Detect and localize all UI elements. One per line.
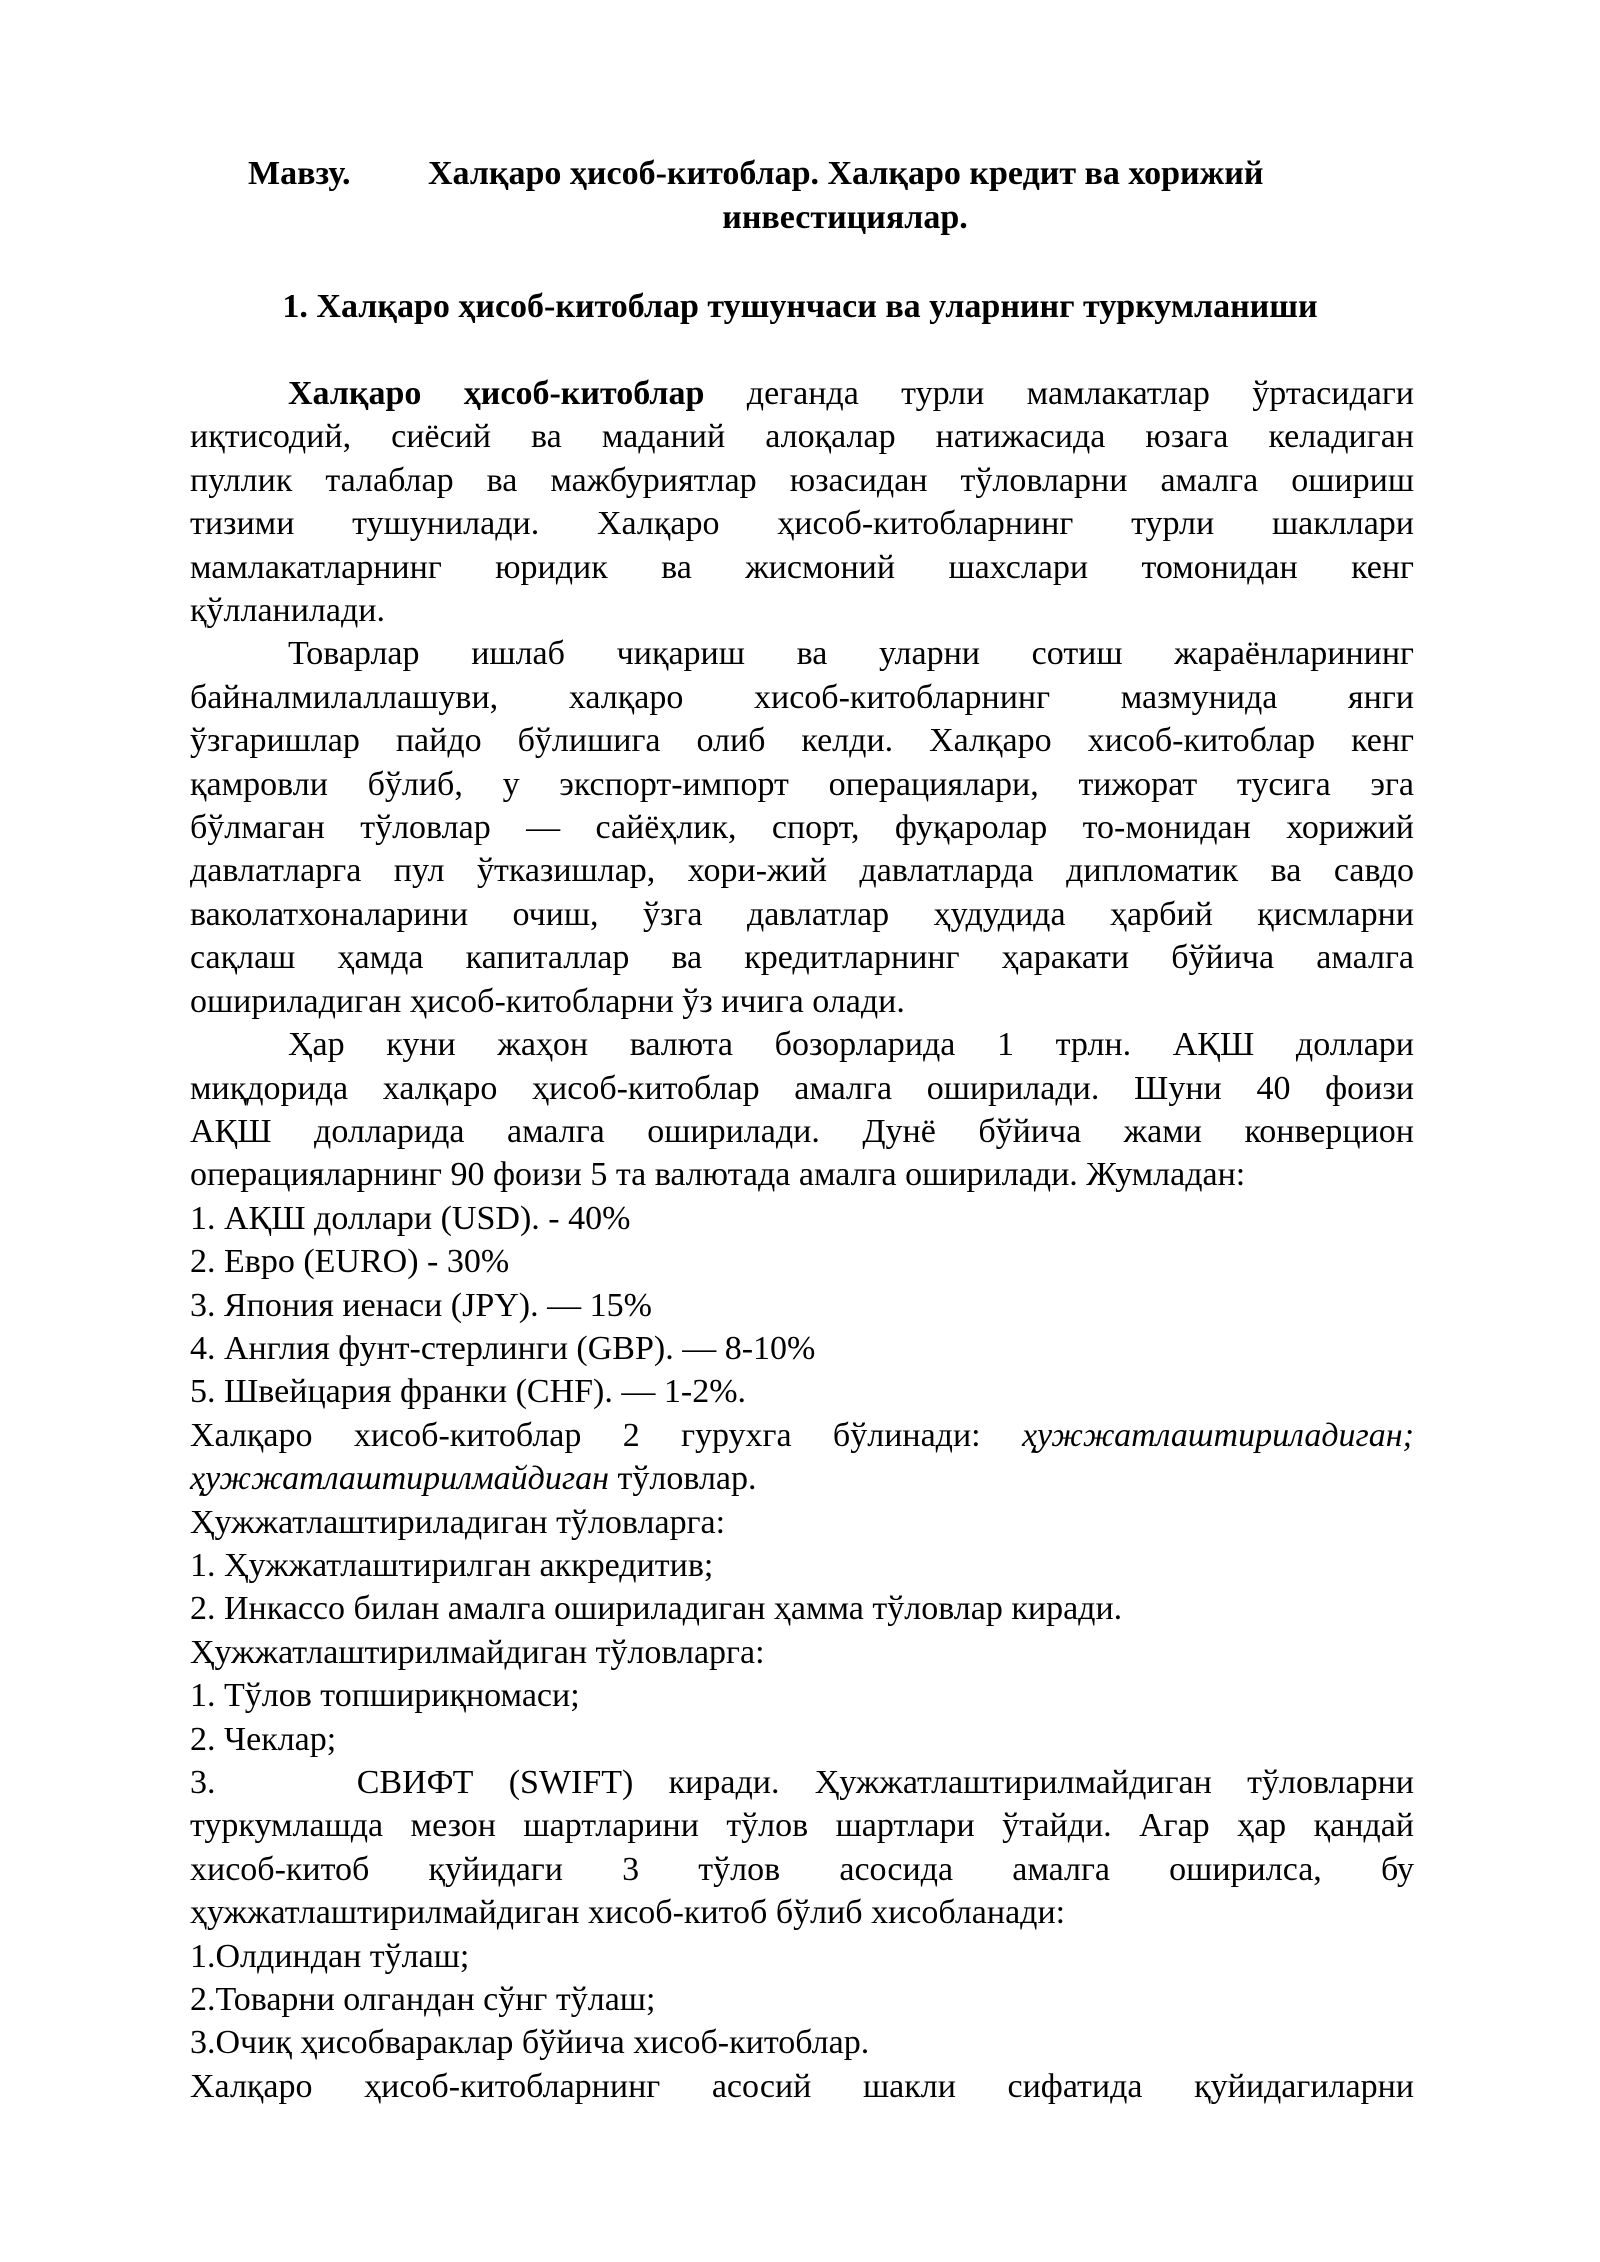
text-line: АҚШ долларида амалга оширилади. Дунё бўйича жами конверцион: [190, 1112, 1414, 1150]
text-line: қўлланилади.: [190, 592, 385, 630]
text-line: қамровли бўлиб, у экспорт-импорт операциялари, тижорат тусига эга: [190, 765, 1414, 803]
text-line: Халқаро хисоб-китоблар 2 гурухга бўлинади: ҳужжатлаштириладиган;: [190, 1416, 1414, 1454]
payment-terms-list: [190, 1935, 1414, 2065]
list-item: 1. Тўлов топшириқномаси;: [190, 1677, 580, 1715]
paragraph-globalization: [190, 632, 1414, 1023]
list-item: 2. Инкассо билан амалга ошириладиган ҳамма тўловлар киради.: [190, 1590, 1123, 1628]
list-item: 4. Англия фунт-стерлинги (GBP). — 8-10%: [190, 1329, 816, 1367]
text-line: байналмилаллашуви, халқаро хисоб-китобларнинг мазмунида янги: [190, 678, 1414, 716]
title-label: Мавзу.: [248, 155, 351, 192]
paragraph-groups: [190, 1414, 1414, 1501]
text-line: иқтисодий, сиёсий ва маданий алоқалар натижасида юзага келадиган: [190, 418, 1414, 456]
undocumented-payments: [190, 1631, 1414, 1935]
list-item: 1. Ҳужжатлаштирилган аккредитив;: [190, 1546, 714, 1584]
paragraph-volume: [190, 1023, 1414, 1197]
text-line: Ҳар куни жаҳон валюта бозорларида 1 трлн. АҚШ доллари: [288, 1026, 1414, 1064]
text-line: ўзгаришлар пайдо бўлишига олиб келди. Халқаро хисоб-китоблар кенг: [190, 722, 1414, 760]
list-item: 1.Олдиндан тўлаш;: [190, 1937, 470, 1975]
list-item: 2. Евро (EURO) - 30%: [190, 1243, 510, 1281]
text-line: ҳужжатлаштирилмайдиган хисоб-китоб бўлиб хисобланади:: [190, 1894, 1066, 1932]
text-line: давлатларга пул ўтказишлар, хори-жий давлатларда дипломатик ва савдо: [190, 852, 1414, 890]
paragraph-definition: [190, 372, 1414, 632]
list-item: 2. Чеклар;: [190, 1720, 337, 1758]
list-item: 1. АҚШ доллари (USD). - 40%: [190, 1199, 631, 1237]
italic-term: ҳужжатлаштирилмайдиган: [190, 1460, 610, 1498]
list-item: 3. Япония иенаси (JPY). — 15%: [190, 1286, 652, 1324]
text-line: Халқаро ҳисоб-китоблар деганда турли мамлакатлар ўртасидаги: [288, 375, 1415, 412]
title-line-1: Халқаро ҳисоб-китоблар. Халқаро кредит ва хорижий: [428, 155, 1264, 192]
text-line: ҳужжатлаштирилмайдиган тўловлар.: [190, 1460, 757, 1498]
text-line: тизими тушунилади. Халқаро ҳисоб-китобларнинг турли шакллари: [190, 505, 1414, 543]
text-line: бўлмаган тўловлар — сайёҳлик, спорт, фуқаролар то-монидан хорижий: [190, 809, 1414, 847]
text-line: пуллик талаблар ва мажбуриятлар юзасидан тўловларни амалга ошириш: [190, 461, 1414, 499]
text-line: хисоб-китоб қуйидаги 3 тўлов асосида амалга оширилса, бу: [190, 1850, 1414, 1888]
list-item: 3.Очиқ ҳисобвараклар бўйича хисоб-китоблар.: [190, 2024, 870, 2062]
text-line: миқдорида халқаро ҳисоб-китоблар амалга оширилади. Шуни 40 фоизи: [190, 1069, 1414, 1107]
list-heading: Ҳужжатлаштирилмайдиган тўловларга:: [190, 1633, 765, 1671]
section-heading: 1. Халқаро ҳисоб-китоблар тушунчаси ва уларнинг туркумланиши: [282, 288, 1318, 325]
text-line: туркумлашда мезон шартларини тўлов шартлари ўтайди. Агар ҳар қандай: [190, 1807, 1414, 1845]
text-line: операцияларнинг 90 фоизи 5 та валютада амалга оширилади. Жумладан:: [190, 1156, 1246, 1194]
text-line: ваколатхоналарини очиш, ўзга давлатлар ҳудудида ҳарбий қисмларни: [190, 895, 1414, 933]
list-heading: Ҳужжатлаштириладиган тўловларга:: [190, 1503, 726, 1541]
documented-payments: [190, 1501, 1414, 1631]
list-item: 5. Швейцария франки (CHF). — 1-2%.: [190, 1373, 747, 1411]
bold-term: Халқаро ҳисоб-китоблар: [288, 375, 705, 412]
text-line: мамлакатларнинг юридик ва жисмоний шахслари томонидан кенг: [190, 548, 1414, 586]
document-body: [190, 372, 1414, 2108]
list-item: 2.Товарни олгандан сўнг тўлаш;: [190, 1981, 656, 2019]
title-line-2: инвестициялар.: [722, 199, 968, 236]
text-line: сақлаш ҳамда капиталлар ва кредитларнинг ҳаракати бўйича амалга: [190, 939, 1414, 977]
text-line: 3. СВИФТ (SWIFT) киради. Ҳужжатлаштирилмайдиган тўловларни: [190, 1764, 1414, 1801]
text-line-last: Халқаро ҳисоб-китобларнинг асосий шакли сифатида қуйидагиларни: [190, 2067, 1414, 2105]
currency-list: [190, 1197, 1414, 1414]
text-line: ошириладиган ҳисоб-китобларни ўз ичига олади.: [190, 982, 905, 1020]
page-title: [190, 152, 1410, 240]
text-line: Товарлар ишлаб чиқариш ва уларни сотиш жараёнларининг: [288, 635, 1414, 673]
italic-term: ҳужжатлаштириладиган;: [1021, 1416, 1414, 1454]
